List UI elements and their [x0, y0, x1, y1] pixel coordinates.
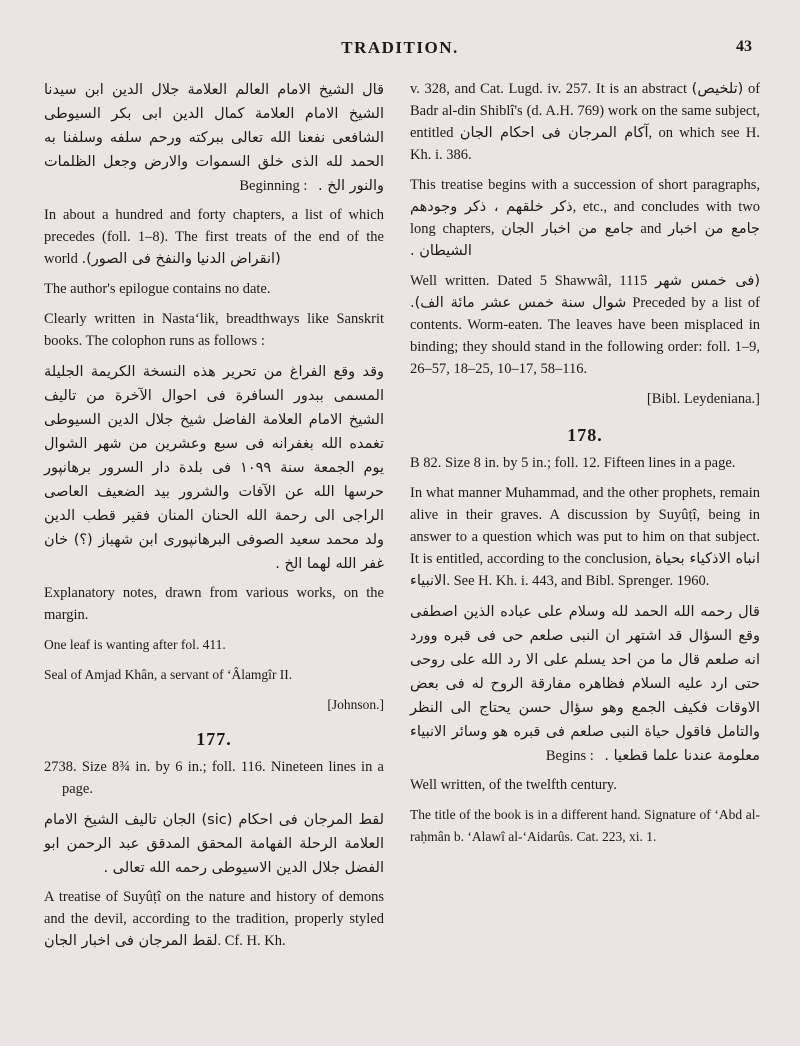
page-number: 43	[736, 38, 752, 55]
continuation-arabic-abstract: (تلخيص)	[691, 81, 744, 97]
seal-paragraph: Seal of Amjad Khân, a servant of ‘Âlamgîr II.	[44, 667, 293, 682]
structure-arabic-1: ذكر خلقهم ، ذكر وجودهم	[410, 199, 573, 215]
signature-paragraph: The title of the book is in a different hand. Signature of ‘Abd al-raḥmân b. ‘Alawî al-‘Aidarûs. Cat. 223, xi. 1.	[410, 807, 760, 844]
chapters-arabic-text: (انقراض الدنيا والنفخ فى الصور).	[81, 251, 281, 267]
date-paragraph	[410, 270, 760, 380]
continuation-arabic-title: آكام المرجان فى احكام الجان	[459, 125, 649, 141]
structure-text-b: , etc., and concludes with two long chapters,	[410, 199, 761, 237]
script-description-paragraph: Clearly written in Nasta‘lik, breadthways like Sanskrit books. The colophon runs as follows :	[44, 311, 384, 349]
leyden-attribution: [Bibl. Leydeniana.]	[646, 391, 760, 407]
continuation-text-a: v. 328, and Cat. Lugd. iv. 257. It is an abstract	[410, 81, 688, 97]
entry-177-description: 2738. Size 8¾ in. by 6 in.; foll. 116. Nineteen lines in a page.	[44, 759, 384, 797]
begins-paragraph	[410, 600, 760, 768]
treatise-text: A treatise of Suyûṭî on the nature and history of demons and the devil, according to the tradition, properly styled	[44, 889, 384, 927]
beginning-arabic-text: قال الشيخ الامام العالم العلامة جلال الدين ابن سيدنا الشيخ الامام العلامة كمال الدين ابى بكر السيوطى الشافعى نفعنا الله تعالى ببركته ورحم سلفه وسلفنا به الحمد لله الذى خلق السموات والارض وجعل الظلمات والنور الخ .	[44, 82, 384, 194]
begins-label: Begins :	[545, 748, 594, 764]
running-title: TRADITION.	[341, 38, 459, 57]
continuation-text-b: of Badr al-din Shiblî's (d. A.H. 769) work on the same subject, entitled	[410, 81, 761, 141]
entry-number-177: 177.	[196, 729, 232, 749]
entry-178-description: B 82. Size 8 in. by 5 in.; foll. 12. Fifteen lines in a page.	[410, 455, 736, 471]
beginning-label: Beginning :	[239, 178, 308, 194]
missing-leaf-paragraph: One leaf is wanting after fol. 411.	[44, 637, 226, 652]
chapters-paragraph	[44, 204, 384, 270]
date-text-b: Preceded by a list of contents. Worm-eaten. The leaves have been misplaced in binding; they should stand in the following order: foll. 1–9, 26–57, 18–25, 10–17, 58–116.	[410, 295, 761, 377]
structure-text-a: This treatise begins with a succession of short paragraphs,	[410, 177, 760, 193]
entry-177-title-arabic: لقط المرجان فى احكام (sic) الجان تاليف الشيخ الامام العلامة الرحلة الفهامة المحقق المدقق عبد الرحمن ابو الفضل جلال الدين الاسيوطى رحمه الله تعالى .	[44, 812, 384, 876]
twelfth-century-paragraph: Well written, of the twelfth century.	[410, 777, 617, 793]
colophon-arabic-text: وقد وقع الفراغ من تحرير هذه النسخة الكريمة الجليلة المسمى ببدور السافرة فى احوال الآخرة من تاليف الشيخ الامام العلامة الفاضل شيخ جلال الدين السيوطى تغمده الله بغفرانه فى سبع وعشرين من شهر الشوال يوم الجمعة سنة ١٠٩٩ فى بلدة دار السرور برهانپور حرسها الله عن الآفات والشرور بيد الضعيف العاصى الراجى الى رحمة الله الحنان المنان فقير قطب الدين ولد محمد سعيد الصوفى البرهانپورى ابن شهباز (؟) خان غفر الله لهما الخ .	[44, 364, 384, 572]
left-column	[44, 78, 384, 960]
entry-178-text-b: . See H. Kh. i. 443, and Bibl. Sprenger. 1960.	[446, 573, 710, 589]
structure-text-c: and	[640, 221, 662, 237]
entry-178-paragraph	[410, 482, 760, 592]
begins-arabic-text: قال رحمه الله الحمد لله وسلام على عباده الذين اصطفى وقع السؤال قد اشتهر ان النبى صلعم حى فى قبره وورد انه صلعم قال ما من احد يسلم على الا رد الله على روحى حتى ارد عليه السلام فظاهره مفارقة الروح له فى بعض الاوقات فكيف الجمع وهو سؤال حسن يحتاج الى النظر والتامل فاقول حياة النبى صلعم فى قبره هو وسائر الانبياء معلومة عندنا علما قطعيا .	[410, 604, 760, 764]
epilogue-paragraph: The author's epilogue contains no date.	[44, 281, 271, 297]
structure-paragraph	[410, 174, 760, 262]
entry-178-arabic-title: انباه الاذكياء بحياة الانبياء	[410, 551, 760, 589]
treatise-arabic-title: لقط المرجان فى اخبار الجان	[44, 933, 218, 949]
date-arabic: (فى خمس شهر شوال سنة خمس عشر مائة الف).	[410, 273, 761, 311]
structure-arabic-3: جامع من اخبار الشيطان .	[410, 221, 760, 259]
treatise-reference: . Cf. H. Kh.	[217, 933, 286, 949]
explanatory-notes-paragraph: Explanatory notes, drawn from various works, on the margin.	[44, 585, 384, 623]
entry-178-text-a: In what manner Muhammad, and the other prophets, remain alive in their graves. A discussion by Suyûṭî, being in answer to a question which was put to him on that subject. It is entitled, according to the conclusion,	[410, 485, 760, 567]
treatise-paragraph	[44, 886, 384, 952]
page-header	[0, 24, 800, 64]
continuation-text-c: , on which see H. Kh. i. 386.	[410, 125, 760, 163]
structure-arabic-2: جامع من اخبار الجان	[501, 221, 634, 237]
continuation-paragraph	[410, 78, 760, 166]
chapters-text: In about a hundred and forty chapters, a list of which precedes (foll. 1–8). The first treats of the end of the world	[44, 207, 384, 267]
johnson-attribution: [Johnson.]	[327, 697, 384, 712]
date-text-a: Well written. Dated 5 Shawwâl, 1115	[410, 273, 648, 289]
beginning-paragraph	[44, 78, 384, 198]
entry-number-178: 178.	[567, 425, 603, 445]
right-column	[410, 78, 760, 856]
